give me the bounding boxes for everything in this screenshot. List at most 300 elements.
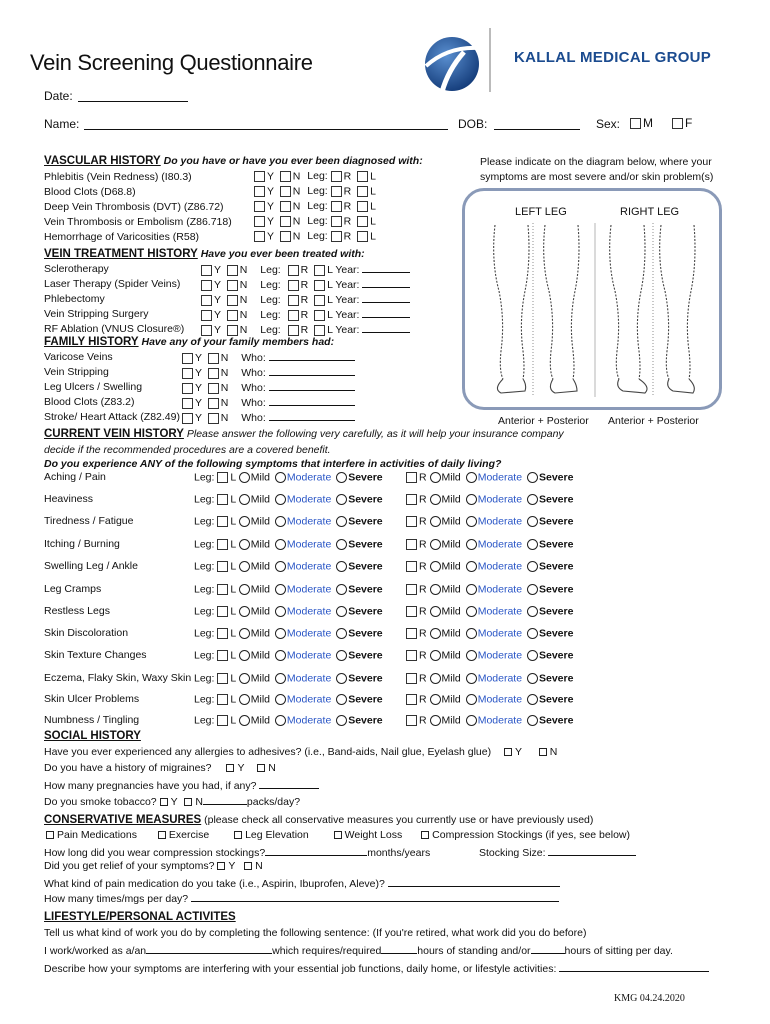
- left-mild-radio[interactable]: [239, 694, 250, 705]
- l-label: L: [230, 560, 236, 573]
- right-severe-radio[interactable]: [527, 472, 538, 483]
- current-title: CURRENT VEIN HISTORY: [44, 428, 184, 440]
- treatment-n-checkbox[interactable]: [227, 265, 238, 276]
- exercise-checkbox[interactable]: [158, 831, 166, 839]
- vascular-l-checkbox[interactable]: [357, 231, 368, 242]
- mild-label: Mild: [250, 493, 270, 506]
- right-severe-radio[interactable]: [527, 516, 538, 527]
- left-leg-checkbox[interactable]: [217, 628, 228, 639]
- relief-y-checkbox[interactable]: [217, 862, 225, 870]
- vascular-y-checkbox[interactable]: [254, 171, 265, 182]
- right-moderate-radio[interactable]: [466, 539, 477, 550]
- left-moderate-radio[interactable]: [275, 561, 286, 572]
- family-n-checkbox[interactable]: [208, 368, 219, 379]
- left-mild-radio[interactable]: [239, 673, 250, 684]
- right-severe-radio[interactable]: [527, 539, 538, 550]
- right-severe-radio[interactable]: [527, 561, 538, 572]
- treatment-year-field[interactable]: [362, 293, 410, 303]
- symptom-label: Aching / Pain: [44, 471, 106, 483]
- right-severe-radio[interactable]: [527, 650, 538, 661]
- symptom-row: [44, 606, 584, 622]
- option-compression-stockings[interactable]: [421, 829, 630, 841]
- treatment-n-checkbox[interactable]: [227, 325, 238, 336]
- left-severe-radio[interactable]: [336, 694, 347, 705]
- sitting-hours-field[interactable]: [531, 944, 565, 954]
- right-leg-checkbox[interactable]: [406, 584, 417, 595]
- smoke-y-checkbox[interactable]: [160, 798, 168, 806]
- option-weight-loss[interactable]: [334, 829, 403, 841]
- r-label: R: [419, 672, 427, 685]
- l-label: L: [230, 583, 236, 596]
- treatment-l-checkbox[interactable]: [314, 265, 325, 276]
- migraine-y-checkbox[interactable]: [226, 764, 234, 772]
- leg-label: Leg:: [307, 170, 328, 183]
- symptom-label: Numbness / Tingling: [44, 714, 140, 726]
- l-label: L: [327, 309, 333, 321]
- right-mild-radio[interactable]: [430, 561, 441, 572]
- moderate-label: Moderate: [477, 714, 523, 727]
- right-severe-radio[interactable]: [527, 606, 538, 617]
- right-moderate-radio[interactable]: [466, 715, 477, 726]
- moderate-label: Moderate: [286, 605, 332, 618]
- right-moderate-radio[interactable]: [466, 472, 477, 483]
- treatment-r-checkbox[interactable]: [288, 265, 299, 276]
- left-leg-checkbox[interactable]: [217, 494, 228, 505]
- severe-label: Severe: [538, 515, 574, 528]
- left-moderate-radio[interactable]: [275, 606, 286, 617]
- left-mild-radio[interactable]: [239, 715, 250, 726]
- right-mild-radio[interactable]: [430, 650, 441, 661]
- symptom-row: [44, 516, 584, 532]
- right-leg-checkbox[interactable]: [406, 606, 417, 617]
- stocking-size-field[interactable]: [548, 846, 636, 856]
- vascular-title: VASCULAR HISTORY: [44, 155, 161, 167]
- left-mild-radio[interactable]: [239, 539, 250, 550]
- n-label: N: [220, 397, 229, 409]
- l-label: L: [370, 230, 376, 243]
- n-label: N: [220, 412, 229, 424]
- vascular-n-checkbox[interactable]: [280, 216, 291, 227]
- option-leg-elevation[interactable]: [234, 829, 309, 841]
- left-mild-radio[interactable]: [239, 650, 250, 661]
- sex-m-option[interactable]: [630, 117, 653, 129]
- sex-m-checkbox[interactable]: [630, 118, 641, 129]
- family-y-checkbox[interactable]: [182, 398, 193, 409]
- pregnancies-field[interactable]: [259, 779, 319, 789]
- left-mild-radio[interactable]: [239, 516, 250, 527]
- r-label: R: [300, 309, 309, 321]
- smoke-n-checkbox[interactable]: [184, 798, 192, 806]
- family-who-field[interactable]: [269, 381, 355, 391]
- vascular-r-checkbox[interactable]: [331, 186, 342, 197]
- family-who-field[interactable]: [269, 366, 355, 376]
- right-moderate-radio[interactable]: [466, 584, 477, 595]
- right-moderate-radio[interactable]: [466, 494, 477, 505]
- symptom-impact-field[interactable]: [559, 962, 709, 972]
- left-mild-radio[interactable]: [239, 494, 250, 505]
- conservative-heading: [44, 815, 593, 827]
- left-leg-checkbox[interactable]: [217, 694, 228, 705]
- left-moderate-radio[interactable]: [275, 494, 286, 505]
- leg-label: Leg:: [194, 693, 215, 706]
- right-mild-radio[interactable]: [430, 494, 441, 505]
- treatment-y-checkbox[interactable]: [201, 325, 212, 336]
- left-leg-checkbox[interactable]: [217, 606, 228, 617]
- right-moderate-radio[interactable]: [466, 673, 477, 684]
- migraine-n-checkbox[interactable]: [257, 764, 265, 772]
- right-leg-checkbox[interactable]: [406, 561, 417, 572]
- right-severe-radio[interactable]: [527, 715, 538, 726]
- l-label: L: [370, 200, 376, 213]
- treatment-r-checkbox[interactable]: [288, 325, 299, 336]
- dosage-field[interactable]: [191, 892, 559, 902]
- y-label: Y: [267, 200, 274, 213]
- treatment-n-checkbox[interactable]: [227, 310, 238, 321]
- left-severe-radio[interactable]: [336, 539, 347, 550]
- vascular-y-checkbox[interactable]: [254, 231, 265, 242]
- work-d: hours of sitting per day.: [564, 945, 673, 957]
- left-leg-checkbox[interactable]: [217, 472, 228, 483]
- r-label: R: [419, 515, 427, 528]
- l-label: L: [327, 324, 333, 336]
- y-label: Y: [267, 170, 274, 183]
- left-leg-checkbox[interactable]: [217, 650, 228, 661]
- left-mild-radio[interactable]: [239, 472, 250, 483]
- family-y-checkbox[interactable]: [182, 383, 193, 394]
- left-moderate-radio[interactable]: [275, 650, 286, 661]
- right-mild-radio[interactable]: [430, 472, 441, 483]
- left-severe-radio[interactable]: [336, 673, 347, 684]
- sex-f-option[interactable]: [672, 117, 692, 129]
- right-leg-label: RIGHT LEG: [620, 206, 680, 218]
- page-title: Vein Screening Questionnaire: [30, 50, 313, 75]
- treatment-y-checkbox[interactable]: [201, 280, 212, 291]
- treatment-n-checkbox[interactable]: [227, 295, 238, 306]
- treatment-l-checkbox[interactable]: [314, 280, 325, 291]
- adhesive-y-option[interactable]: [504, 746, 522, 758]
- left-severe-radio[interactable]: [336, 584, 347, 595]
- family-who-field[interactable]: [269, 396, 355, 406]
- left-severe-radio[interactable]: [336, 628, 347, 639]
- treatment-y-checkbox[interactable]: [201, 295, 212, 306]
- vascular-r-checkbox[interactable]: [331, 216, 342, 227]
- left-moderate-radio[interactable]: [275, 628, 286, 639]
- left-moderate-radio[interactable]: [275, 539, 286, 550]
- left-moderate-radio[interactable]: [275, 584, 286, 595]
- right-leg-checkbox[interactable]: [406, 650, 417, 661]
- mild-label: Mild: [441, 560, 461, 573]
- weight-loss-checkbox[interactable]: [334, 831, 342, 839]
- r-label: R: [300, 324, 309, 336]
- left-moderate-radio[interactable]: [275, 694, 286, 705]
- right-leg-checkbox[interactable]: [406, 673, 417, 684]
- mild-label: Mild: [250, 627, 270, 640]
- right-moderate-radio[interactable]: [466, 516, 477, 527]
- sex-f-label: F: [685, 116, 693, 130]
- legs-illustration[interactable]: [483, 221, 708, 399]
- right-mild-radio[interactable]: [430, 628, 441, 639]
- right-mild-radio[interactable]: [430, 673, 441, 684]
- standing-hours-field[interactable]: [381, 944, 417, 954]
- treatment-r-checkbox[interactable]: [288, 295, 299, 306]
- right-moderate-radio[interactable]: [466, 650, 477, 661]
- right-leg-checkbox[interactable]: [406, 472, 417, 483]
- symptom-row: [44, 650, 584, 666]
- adhesive-n-checkbox[interactable]: [539, 748, 547, 756]
- family-n-checkbox[interactable]: [208, 353, 219, 364]
- compression-duration-field[interactable]: [265, 846, 367, 856]
- dosage-row: [44, 892, 559, 905]
- leg-elevation-checkbox[interactable]: [234, 831, 242, 839]
- right-severe-radio[interactable]: [527, 694, 538, 705]
- family-item-label: Blood Clots (Z83.2): [44, 396, 135, 408]
- r-label: R: [419, 560, 427, 573]
- treatment-r-checkbox[interactable]: [288, 280, 299, 291]
- left-severe-radio[interactable]: [336, 472, 347, 483]
- leg-diagram-panel[interactable]: [462, 188, 722, 410]
- who-label: Who:: [241, 412, 266, 424]
- diagram-instruction-2: symptoms are most severe and/or skin problem(s): [480, 171, 714, 183]
- medication-field[interactable]: [388, 877, 560, 887]
- right-mild-radio[interactable]: [430, 715, 441, 726]
- who-label: Who:: [241, 382, 266, 394]
- left-moderate-radio[interactable]: [275, 472, 286, 483]
- family-n-checkbox[interactable]: [208, 398, 219, 409]
- packs-field[interactable]: [203, 795, 247, 805]
- left-severe-radio[interactable]: [336, 606, 347, 617]
- severe-label: Severe: [538, 560, 574, 573]
- treatment-y-checkbox[interactable]: [201, 310, 212, 321]
- lifestyle-instruction: Tell us what kind of work you do by completing the following sentence: (If you're retired, what work did you do before): [44, 927, 587, 939]
- treatment-year-field[interactable]: [362, 308, 410, 318]
- l-label: L: [230, 471, 236, 484]
- leg-label: Leg:: [260, 294, 281, 306]
- right-mild-radio[interactable]: [430, 539, 441, 550]
- n-label: N: [292, 185, 301, 198]
- vascular-n-checkbox[interactable]: [280, 186, 291, 197]
- right-mild-radio[interactable]: [430, 516, 441, 527]
- adhesive-n-option[interactable]: [539, 746, 558, 758]
- vascular-l-checkbox[interactable]: [357, 216, 368, 227]
- treatment-r-checkbox[interactable]: [288, 310, 299, 321]
- packs-label: packs/day?: [246, 796, 301, 808]
- leg-label: Leg:: [260, 279, 281, 291]
- leg-label: Leg:: [260, 324, 281, 336]
- pain-medications-checkbox[interactable]: [46, 831, 54, 839]
- right-severe-radio[interactable]: [527, 673, 538, 684]
- family-row: [44, 382, 374, 393]
- left-severe-radio[interactable]: [336, 715, 347, 726]
- right-severe-radio[interactable]: [527, 584, 538, 595]
- occupation-field[interactable]: [146, 944, 272, 954]
- treatment-year-field[interactable]: [362, 263, 410, 273]
- n-label: N: [239, 279, 248, 291]
- symptom-label: Heaviness: [44, 493, 94, 505]
- severe-label: Severe: [348, 714, 383, 727]
- left-leg-checkbox[interactable]: [217, 539, 228, 550]
- vascular-n-checkbox[interactable]: [280, 171, 291, 182]
- relief-row: [44, 861, 263, 872]
- sex-m-label: M: [643, 116, 653, 130]
- moderate-label: Moderate: [477, 583, 523, 596]
- left-leg-checkbox[interactable]: [217, 673, 228, 684]
- left-leg-checkbox[interactable]: [217, 715, 228, 726]
- left-mild-radio[interactable]: [239, 628, 250, 639]
- left-leg-checkbox[interactable]: [217, 516, 228, 527]
- left-moderate-radio[interactable]: [275, 516, 286, 527]
- mild-label: Mild: [250, 560, 270, 573]
- right-severe-radio[interactable]: [527, 628, 538, 639]
- right-leg-checkbox[interactable]: [406, 715, 417, 726]
- mild-label: Mild: [441, 627, 461, 640]
- vascular-r-checkbox[interactable]: [331, 231, 342, 242]
- vascular-y-checkbox[interactable]: [254, 201, 265, 212]
- moderate-label: Moderate: [477, 693, 523, 706]
- option-pain-medications[interactable]: [46, 829, 137, 841]
- moderate-label: Moderate: [477, 627, 523, 640]
- vascular-r-checkbox[interactable]: [331, 171, 342, 182]
- treatment-year-field[interactable]: [362, 323, 410, 333]
- right-moderate-radio[interactable]: [466, 561, 477, 572]
- right-leg-checkbox[interactable]: [406, 494, 417, 505]
- relief-n-checkbox[interactable]: [244, 862, 252, 870]
- vascular-r-checkbox[interactable]: [331, 201, 342, 212]
- family-item-label: Varicose Veins: [44, 351, 113, 363]
- severe-label: Severe: [348, 627, 383, 640]
- vascular-y-checkbox[interactable]: [254, 186, 265, 197]
- vascular-l-checkbox[interactable]: [357, 171, 368, 182]
- date-field[interactable]: [78, 92, 188, 102]
- sex-label: Sex:: [596, 117, 621, 131]
- year-label: Year:: [335, 324, 360, 336]
- right-moderate-radio[interactable]: [466, 628, 477, 639]
- social-q2-row: [44, 763, 276, 774]
- treatment-l-checkbox[interactable]: [314, 310, 325, 321]
- family-item-label: Leg Ulcers / Swelling: [44, 381, 143, 393]
- right-leg-checkbox[interactable]: [406, 516, 417, 527]
- left-mild-radio[interactable]: [239, 561, 250, 572]
- r-label: R: [343, 170, 352, 183]
- stocking-size-label: Stocking Size:: [479, 847, 546, 859]
- conservative-subtitle: (please check all conservative measures you currently use or have previously used): [204, 814, 594, 826]
- r-label: R: [343, 215, 352, 228]
- migraine-y-option[interactable]: [226, 762, 244, 774]
- left-mild-radio[interactable]: [239, 584, 250, 595]
- adhesive-y-checkbox[interactable]: [504, 748, 512, 756]
- work-a: I work/worked as a/an: [44, 945, 147, 957]
- family-y-checkbox[interactable]: [182, 368, 193, 379]
- sex-f-checkbox[interactable]: [672, 118, 683, 129]
- family-who-field[interactable]: [269, 351, 355, 361]
- n-label: N: [292, 170, 301, 183]
- n-label: N: [239, 264, 248, 276]
- moderate-label: Moderate: [477, 493, 523, 506]
- mild-label: Mild: [441, 649, 461, 662]
- treatment-year-field[interactable]: [362, 278, 410, 288]
- right-mild-radio[interactable]: [430, 694, 441, 705]
- vascular-n-checkbox[interactable]: [280, 231, 291, 242]
- right-moderate-radio[interactable]: [466, 694, 477, 705]
- left-mild-radio[interactable]: [239, 606, 250, 617]
- mild-label: Mild: [441, 714, 461, 727]
- left-leg-checkbox[interactable]: [217, 561, 228, 572]
- right-leg-checkbox[interactable]: [406, 694, 417, 705]
- l-label: L: [230, 515, 236, 528]
- stocking-size-row: [479, 846, 636, 859]
- family-title: FAMILY HISTORY: [44, 336, 139, 348]
- mild-label: Mild: [441, 693, 461, 706]
- treatment-l-checkbox[interactable]: [314, 295, 325, 306]
- left-severe-radio[interactable]: [336, 561, 347, 572]
- mild-label: Mild: [441, 538, 461, 551]
- y-label: Y: [195, 412, 202, 424]
- left-leg-checkbox[interactable]: [217, 584, 228, 595]
- left-moderate-radio[interactable]: [275, 715, 286, 726]
- right-leg-checkbox[interactable]: [406, 628, 417, 639]
- right-moderate-radio[interactable]: [466, 606, 477, 617]
- y-label: Y: [267, 230, 274, 243]
- treatment-y-checkbox[interactable]: [201, 265, 212, 276]
- right-severe-radio[interactable]: [527, 494, 538, 505]
- right-leg-checkbox[interactable]: [406, 539, 417, 550]
- family-who-field[interactable]: [269, 411, 355, 421]
- dob-field[interactable]: [494, 120, 580, 130]
- name-field[interactable]: [84, 120, 448, 130]
- mild-label: Mild: [250, 515, 270, 528]
- leg-label: Leg:: [194, 649, 215, 662]
- right-mild-radio[interactable]: [430, 606, 441, 617]
- r-label: R: [419, 493, 427, 506]
- right-mild-radio[interactable]: [430, 584, 441, 595]
- severe-label: Severe: [348, 515, 383, 528]
- family-y-checkbox[interactable]: [182, 353, 193, 364]
- left-severe-radio[interactable]: [336, 650, 347, 661]
- left-severe-radio[interactable]: [336, 494, 347, 505]
- l-label: L: [370, 215, 376, 228]
- vascular-l-checkbox[interactable]: [357, 186, 368, 197]
- left-severe-radio[interactable]: [336, 516, 347, 527]
- severe-label: Severe: [348, 493, 383, 506]
- y-label: Y: [228, 860, 236, 872]
- treatment-n-checkbox[interactable]: [227, 280, 238, 291]
- compression-checkbox[interactable]: [421, 831, 429, 839]
- vascular-n-checkbox[interactable]: [280, 201, 291, 212]
- mild-label: Mild: [441, 605, 461, 618]
- n-label: N: [292, 215, 301, 228]
- treatment-title: VEIN TREATMENT HISTORY: [44, 248, 198, 260]
- treatment-l-checkbox[interactable]: [314, 325, 325, 336]
- left-moderate-radio[interactable]: [275, 673, 286, 684]
- vascular-l-checkbox[interactable]: [357, 201, 368, 212]
- n-label: N: [292, 230, 301, 243]
- vascular-y-checkbox[interactable]: [254, 216, 265, 227]
- family-n-checkbox[interactable]: [208, 413, 219, 424]
- option-exercise[interactable]: [158, 829, 209, 841]
- r-label: R: [300, 264, 309, 276]
- moderate-label: Moderate: [286, 627, 332, 640]
- n-label: N: [220, 352, 229, 364]
- l-label: L: [230, 714, 236, 727]
- migraine-n-option[interactable]: [257, 762, 276, 774]
- symptom-label: Itching / Burning: [44, 538, 120, 550]
- compression-duration-row: [44, 846, 430, 859]
- family-n-checkbox[interactable]: [208, 383, 219, 394]
- current-question: Do you experience ANY of the following symptoms that interfere in activities of daily living?: [44, 458, 502, 470]
- family-y-checkbox[interactable]: [182, 413, 193, 424]
- r-label: R: [343, 230, 352, 243]
- n-label: N: [292, 200, 301, 213]
- diagram-instruction-1: Please indicate on the diagram below, where your: [480, 156, 712, 168]
